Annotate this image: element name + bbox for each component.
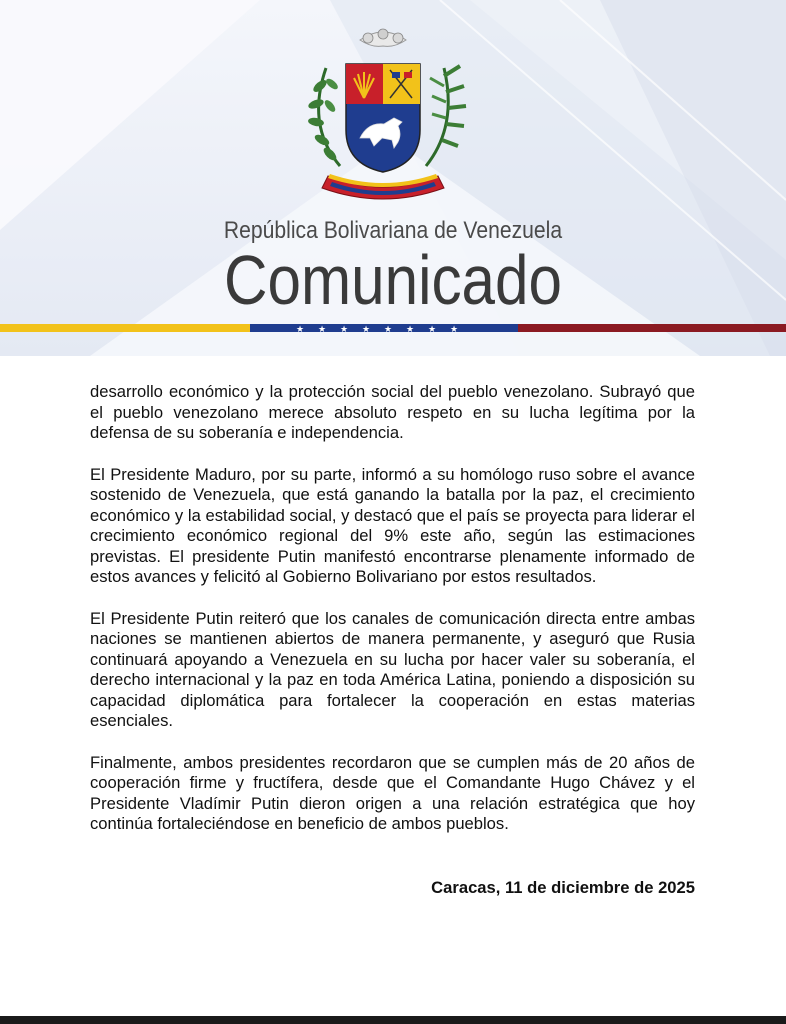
country-name: República Bolivariana de Venezuela <box>223 217 563 244</box>
tricolor-flag-bar <box>0 321 786 335</box>
svg-text:★: ★ <box>406 325 415 335</box>
svg-text:★: ★ <box>362 325 371 335</box>
place-and-date: Caracas, 11 de diciembre de 2025 <box>431 878 695 897</box>
letterhead <box>0 0 786 356</box>
paragraph: desarrollo económico y la protección social del pueblo venezolano. Subrayó que el pueblo venezolano merece absoluto respeto en su lucha legítima por la defensa de su soberanía e independencia. <box>90 382 695 442</box>
coat-of-arms-seal <box>298 26 468 204</box>
svg-text:★: ★ <box>450 325 459 335</box>
paragraph: Finalmente, ambos presidentes recordaron que se cumplen más de 20 años de cooperación firme y fructífera, desde que el Comandante Hugo Chávez y el Presidente Vladímir Putin dieron origen a una relación estratégica que hoy continúa fortaleciéndose en beneficio de ambos pueblos. <box>90 752 695 833</box>
paragraph: El Presidente Maduro, por su parte, informó a su homólogo ruso sobre el avance sostenido de Venezuela, que está ganando la batalla por la paz, el crecimiento económico y la estabilidad social, y destacó que el país se proyecta para liderar el crecimiento económico regional del 9% este año, según las estimaciones previstas. El presidente Putin manifestó encontrarse plenamente informado de estos avances y felicitó al Gobierno Bolivariano por estos resultados. <box>90 464 695 586</box>
svg-text:★: ★ <box>340 325 349 335</box>
svg-text:★: ★ <box>318 325 327 335</box>
svg-text:★: ★ <box>384 325 393 335</box>
document-title: Comunicado <box>224 241 562 319</box>
svg-text:★: ★ <box>296 325 305 335</box>
bottom-edge <box>0 1016 786 1024</box>
svg-text:★: ★ <box>428 325 437 335</box>
communique-body <box>90 382 695 856</box>
paragraph: El Presidente Putin reiteró que los canales de comunicación directa entre ambas naciones se mantienen abiertos de manera permanente, y aseguró que Rusia continuará apoyando a Venezuela en su lucha por hacer valer su soberanía, el derecho internacional y la paz en toda América Latina, poniendo a disposición su capacidad diplomática para fortalecer la cooperación en estas materias esenciales. <box>90 608 695 730</box>
